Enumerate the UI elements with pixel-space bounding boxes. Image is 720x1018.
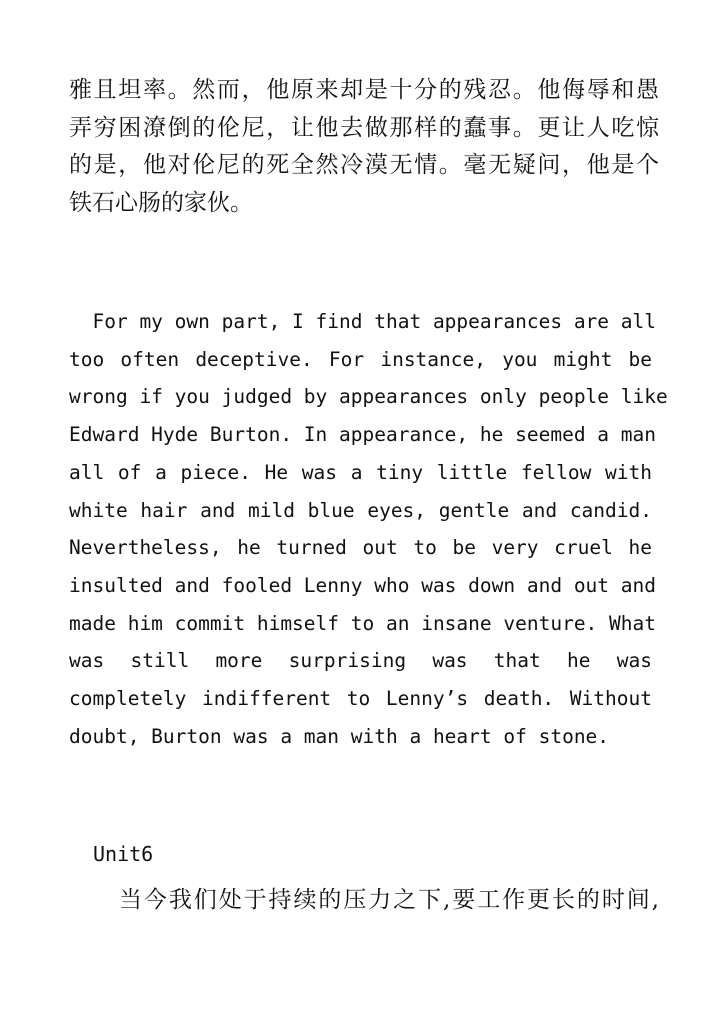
- english-line-2: too often deceptive. For instance, you might be: [69, 347, 652, 371]
- english-line-7: Nevertheless, he turned out to be very cruel he: [69, 536, 652, 560]
- english-line-11: completely indifferent to Lenny’s death. Without: [69, 687, 652, 711]
- english-line-3: wrong if you judged by appearances only people like: [69, 385, 668, 409]
- english-line-4: Edward Hyde Burton. In appearance, he seemed a man: [69, 423, 656, 447]
- english-line-8: insulted and fooled Lenny who was down and out and: [69, 573, 656, 597]
- chinese-line-1: 雅且坦率。然而，他原来却是十分的残忍。他侮辱和愚: [69, 77, 659, 103]
- english-line-9: made him commit himself to an insane venture. What: [69, 611, 656, 635]
- english-line-5: all of a piece. He was a tiny little fellow with: [69, 460, 652, 484]
- english-line-10: was still more surprising was that he was: [69, 649, 652, 673]
- chinese-line-2: 弄穷困潦倒的伦尼，让他去做那样的蠢事。更让人吃惊: [69, 114, 659, 141]
- chinese-line-4: 铁石心肠的家伙。: [69, 189, 253, 216]
- unit-heading: Unit6: [93, 842, 154, 866]
- next-chinese-paragraph-start: 当今我们处于持续的压力之下,要工作更长的时间,: [119, 887, 659, 913]
- english-paragraph: [69, 303, 668, 755]
- chinese-line-3: 的是，他对伦尼的死全然冷漠无情。毫无疑问，他是个: [69, 152, 659, 178]
- chinese-translation-paragraph: [69, 72, 659, 222]
- english-line-12: doubt, Burton was a man with a heart of stone.: [69, 724, 610, 748]
- english-line-6: white hair and mild blue eyes, gentle and candid.: [69, 498, 652, 522]
- english-line-1: For my own part, I find that appearances are all: [69, 310, 656, 333]
